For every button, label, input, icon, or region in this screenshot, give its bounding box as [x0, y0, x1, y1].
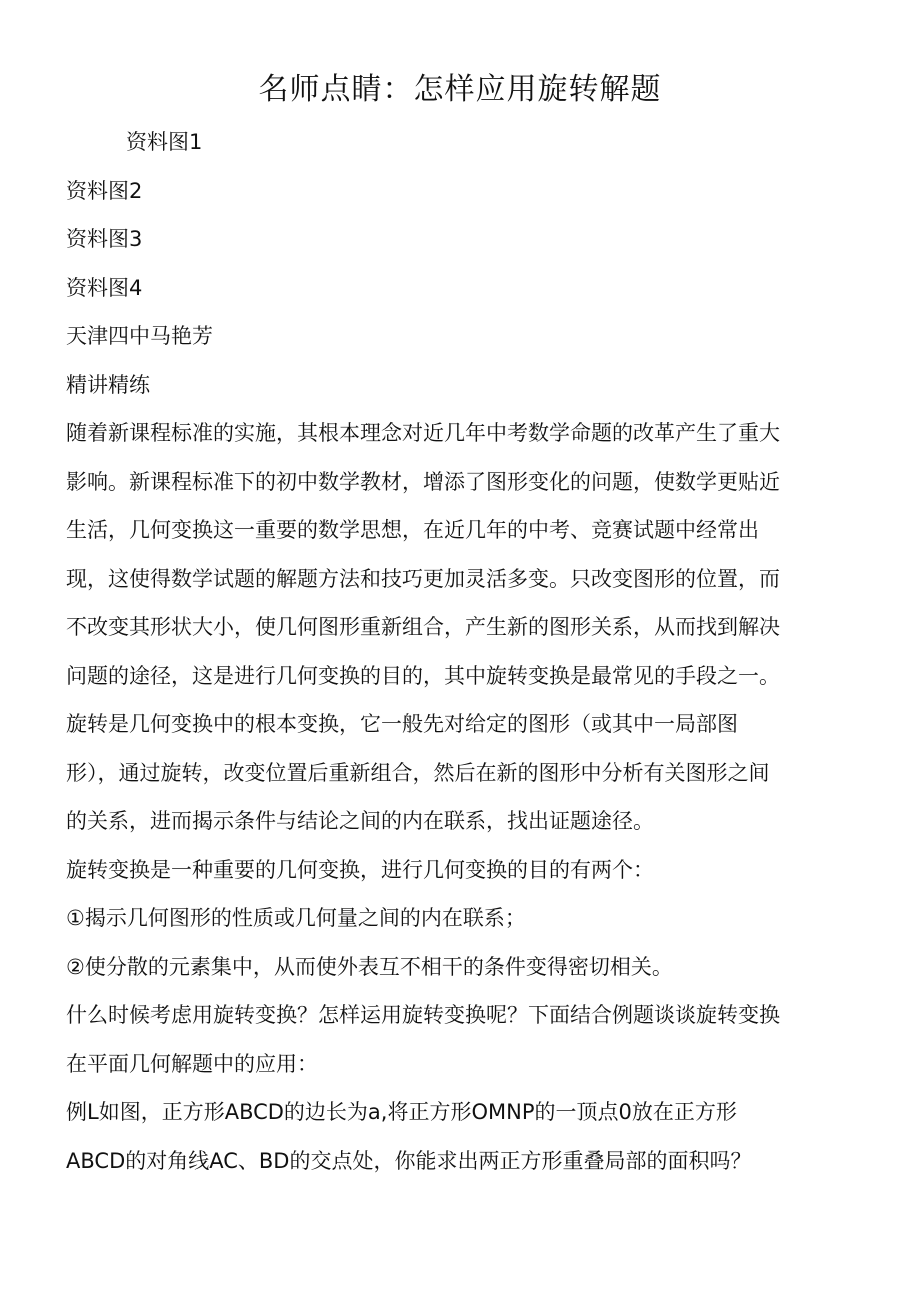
paragraph-line: 旋转变换是一种重要的几何变换，进行几何变换的目的有两个： — [66, 857, 654, 882]
list-item-2: ②使分散的元素集中，从而使外表互不相干的条件变得密切相关。 — [66, 954, 673, 979]
section-heading: 精讲精练 — [66, 372, 150, 397]
paragraph-line: 的关系，进而揭示条件与结论之间的内在联系，找出证题途径。 — [66, 809, 654, 833]
paragraph-line: 现，这使得数学试题的解题方法和技巧更加灵活多变。只改变图形的位置，而 — [66, 566, 780, 591]
document-title: 名师点睛：怎样应用旋转解题 — [258, 72, 662, 107]
figure-caption-2: 资料图2 — [66, 178, 143, 203]
paragraph-line: 在平面几何解题中的应用： — [66, 1051, 318, 1076]
paragraph-line: 问题的途径，这是进行几何变换的目的，其中旋转变换是最常见的手段之一。 — [66, 663, 780, 688]
paragraph-line: 形），通过旋转，改变位置后重新组合，然后在新的图形中分析有关图形之间 — [66, 760, 770, 785]
figure-caption-1: 资料图1 — [126, 130, 203, 154]
document-body — [66, 118, 866, 1185]
author-line: 天津四中马艳芳 — [66, 324, 213, 348]
figure-caption-3: 资料图3 — [66, 227, 143, 251]
example-line: ABCD的对角线AC、BD的交点处，你能求出两正方形重叠局部的面积吗？ — [66, 1148, 752, 1173]
list-item-1: ①揭示几何图形的性质或几何量之间的内在联系； — [66, 906, 526, 930]
paragraph-line: 不改变其形状大小，使几何图形重新组合，产生新的图形关系，从而找到解决 — [66, 615, 780, 639]
paragraph-line: 什么时候考虑用旋转变换？怎样运用旋转变换呢？下面结合例题谈谈旋转变换 — [66, 1003, 780, 1027]
paragraph-line: 旋转是几何变换中的根本变换，它一般先对给定的图形（或其中一局部图 — [66, 712, 738, 736]
paragraph-line: 生活，几何变换这一重要的数学思想，在近几年的中考、竞赛试题中经常出 — [66, 518, 759, 542]
paragraph-line: 影响。新课程标准下的初中数学教材，增添了图形变化的问题，使数学更贴近 — [66, 469, 780, 494]
example-line: 例L如图，正方形ABCD的边长为a,将正方形OMNP的一顶点0放在正方形 — [66, 1100, 737, 1124]
paragraph-line: 随着新课程标准的实施，其根本理念对近几年中考数学命题的改革产生了重大 — [66, 421, 780, 445]
figure-caption-4: 资料图4 — [66, 275, 143, 300]
